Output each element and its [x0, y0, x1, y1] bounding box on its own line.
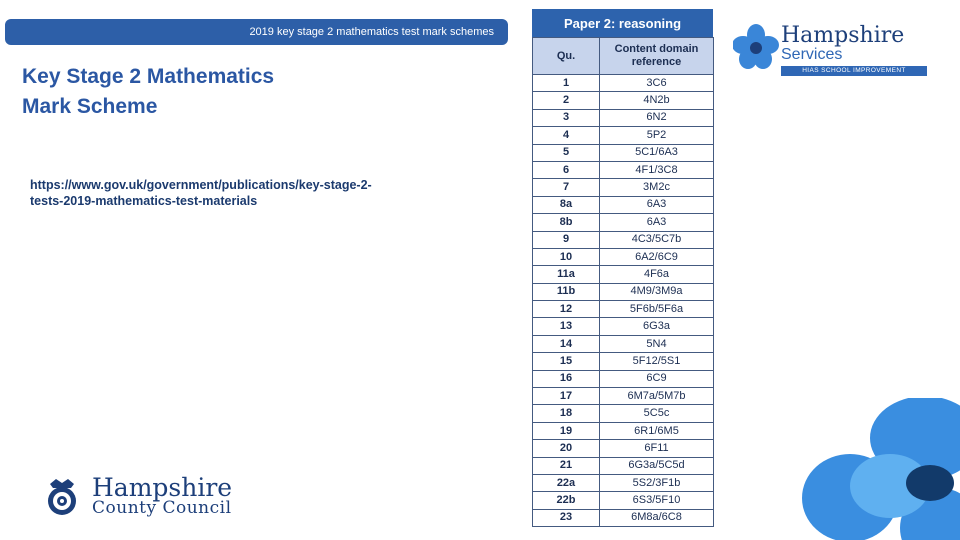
question-number: 6	[533, 161, 600, 178]
table-row	[533, 266, 714, 283]
content-reference: 5N4	[600, 335, 714, 352]
table-row	[533, 353, 714, 370]
table-row	[533, 92, 714, 109]
table-row	[533, 318, 714, 335]
header-banner	[5, 19, 508, 45]
content-reference: 4F1/3C8	[600, 161, 714, 178]
question-number: 13	[533, 318, 600, 335]
table-row	[533, 109, 714, 126]
question-number: 1	[533, 75, 600, 92]
table-row	[533, 457, 714, 474]
table-row	[533, 335, 714, 352]
header-question: Qu.	[533, 38, 600, 75]
content-reference: 5F6b/5F6a	[600, 301, 714, 318]
table-row	[533, 144, 714, 161]
link-line-1[interactable]: https://www.gov.uk/government/publications/key-stage-2-	[30, 178, 372, 192]
content-reference: 5S2/3F1b	[600, 474, 714, 491]
source-link[interactable]	[30, 177, 430, 209]
content-reference: 6N2	[600, 109, 714, 126]
content-reference: 6R1/6M5	[600, 422, 714, 439]
table-row	[533, 127, 714, 144]
question-number: 21	[533, 457, 600, 474]
table-row	[533, 196, 714, 213]
question-number: 18	[533, 405, 600, 422]
table-row	[533, 248, 714, 265]
question-number: 4	[533, 127, 600, 144]
content-reference: 6G3a	[600, 318, 714, 335]
hampshire-services-logo	[733, 22, 933, 82]
question-number: 14	[533, 335, 600, 352]
content-reference: 5F12/5S1	[600, 353, 714, 370]
table-row	[533, 283, 714, 300]
services-bar: HIAS SCHOOL IMPROVEMENT	[781, 66, 927, 76]
banner-text: 2019 key stage 2 mathematics test mark schemes	[249, 26, 494, 38]
content-reference: 6A3	[600, 214, 714, 231]
table-row	[533, 161, 714, 178]
question-number: 2	[533, 92, 600, 109]
page-title	[22, 62, 274, 122]
content-reference: 6G3a/5C5d	[600, 457, 714, 474]
flower-logo-icon	[733, 24, 779, 70]
flower-decoration	[790, 398, 960, 540]
title-line-1: Key Stage 2 Mathematics	[22, 65, 275, 88]
mark-scheme-table	[532, 9, 713, 527]
question-number: 22b	[533, 492, 600, 509]
question-number: 5	[533, 144, 600, 161]
question-number: 8b	[533, 214, 600, 231]
question-number: 20	[533, 440, 600, 457]
content-reference: 5C5c	[600, 405, 714, 422]
content-reference: 4M9/3M9a	[600, 283, 714, 300]
table-row	[533, 440, 714, 457]
table-row	[533, 231, 714, 248]
county-council-sub: County Council	[92, 498, 232, 518]
services-name: Hampshire	[781, 23, 905, 48]
content-reference: 4N2b	[600, 92, 714, 109]
link-line-2[interactable]: tests-2019-mathematics-test-materials	[30, 194, 258, 208]
header-content-reference: Content domain reference	[600, 38, 714, 75]
question-number: 16	[533, 370, 600, 387]
reference-table	[532, 37, 714, 527]
county-council-name: Hampshire	[92, 473, 233, 502]
question-number: 19	[533, 422, 600, 439]
content-reference: 3M2c	[600, 179, 714, 196]
content-reference: 6C9	[600, 370, 714, 387]
content-reference: 6A2/6C9	[600, 248, 714, 265]
question-number: 22a	[533, 474, 600, 491]
table-row	[533, 388, 714, 405]
table-row	[533, 370, 714, 387]
title-line-2: Mark Scheme	[22, 95, 158, 118]
content-reference: 3C6	[600, 75, 714, 92]
question-number: 9	[533, 231, 600, 248]
question-number: 11a	[533, 266, 600, 283]
county-council-logo	[40, 474, 260, 520]
table-title: Paper 2: reasoning	[532, 9, 713, 37]
question-number: 12	[533, 301, 600, 318]
question-number: 17	[533, 388, 600, 405]
content-reference: 6M7a/5M7b	[600, 388, 714, 405]
table-row	[533, 179, 714, 196]
content-reference: 4F6a	[600, 266, 714, 283]
question-number: 15	[533, 353, 600, 370]
table-header-row	[533, 38, 714, 75]
table-row	[533, 509, 714, 526]
table-row	[533, 75, 714, 92]
flower-decoration-icon	[790, 398, 960, 540]
content-reference: 6F11	[600, 440, 714, 457]
question-number: 3	[533, 109, 600, 126]
content-reference: 4C3/5C7b	[600, 231, 714, 248]
question-number: 23	[533, 509, 600, 526]
table-row	[533, 422, 714, 439]
table-row	[533, 474, 714, 491]
table-body	[533, 75, 714, 527]
table-row	[533, 301, 714, 318]
table-row	[533, 214, 714, 231]
content-reference: 6S3/5F10	[600, 492, 714, 509]
content-reference: 5C1/6A3	[600, 144, 714, 161]
question-number: 7	[533, 179, 600, 196]
services-label: Services	[781, 46, 843, 63]
question-number: 10	[533, 248, 600, 265]
table-row	[533, 492, 714, 509]
question-number: 8a	[533, 196, 600, 213]
content-reference: 6M8a/6C8	[600, 509, 714, 526]
content-reference: 6A3	[600, 196, 714, 213]
question-number: 11b	[533, 283, 600, 300]
content-reference: 5P2	[600, 127, 714, 144]
crest-icon	[40, 476, 84, 520]
table-row	[533, 405, 714, 422]
